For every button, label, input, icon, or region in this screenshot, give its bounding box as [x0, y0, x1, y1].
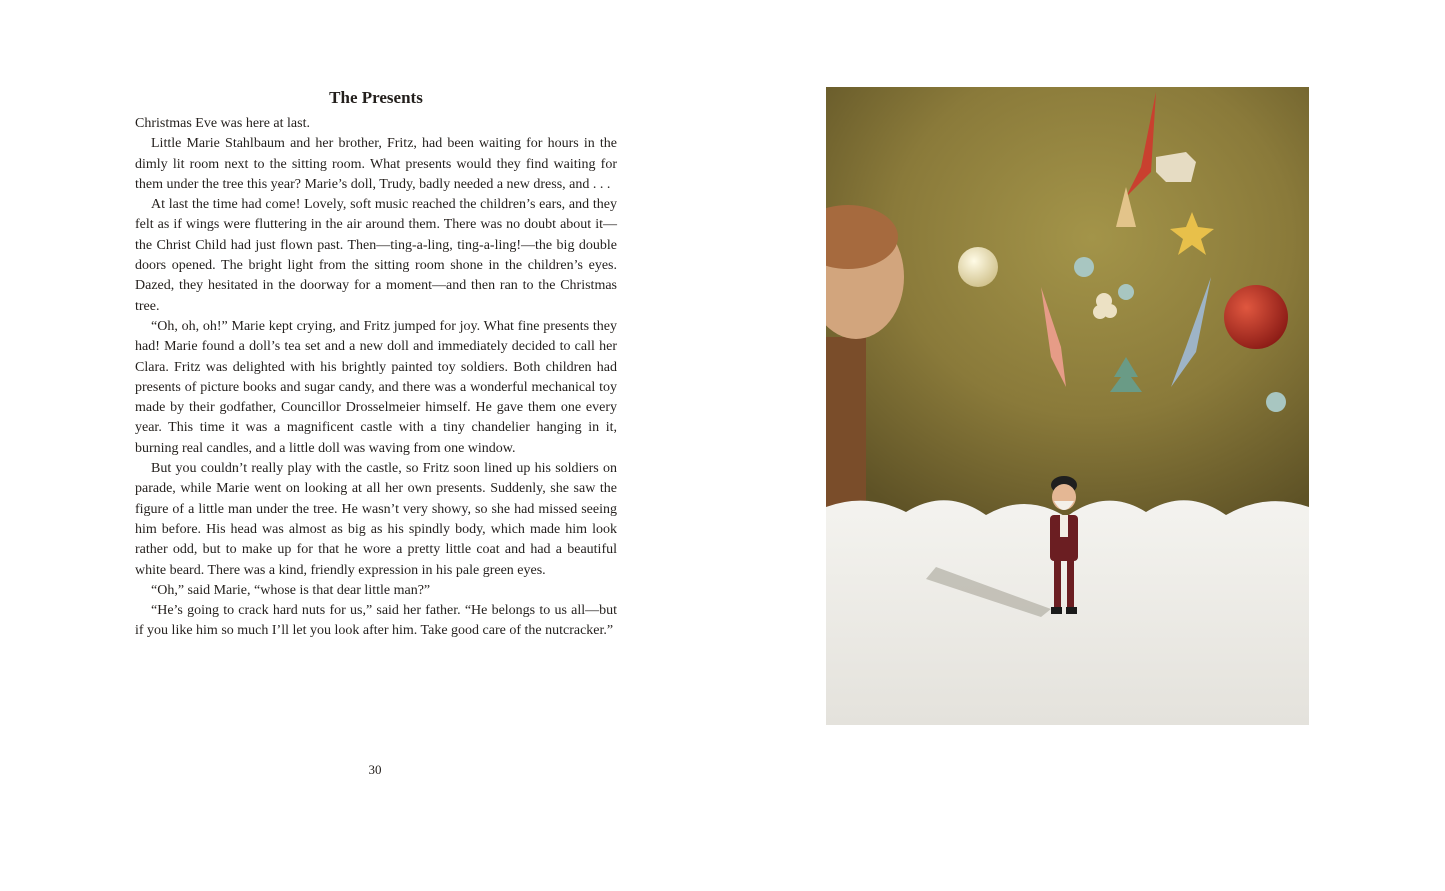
chapter-title: The Presents [329, 88, 423, 107]
paragraph: “Oh, oh, oh!” Marie kept crying, and Fritz jumped for joy. What fine presents they had! Marie found a doll’s tea set and a new doll and immediately decided to call her Clara. Fritz was delighted with his brightly painted toy soldiers. Both children had presents of picture books and sugar candy, and there was a wonderful mechanical toy made by their godfather, Councillor Drosselmeier himself. He gave them one every year. This time it was a magnificent castle with a tiny chandelier hanging in it, burning real candles, and a little doll was waving from one window. [135, 318, 617, 456]
horse-ornament [1156, 152, 1196, 182]
glass-bead-ornament [1074, 257, 1094, 277]
paragraph: Little Marie Stahlbaum and her brother, Fritz, had been waiting for hours in the dimly lit room next to the sitting room. What presents would they find waiting for them under the tree this year? Marie’s doll, Trudy, badly needed a new dress, and . . . [135, 136, 617, 192]
paragraph: “He’s going to crack hard nuts for us,” said her father. “He belongs to us all—but if you like him so much I’ll let you look after him. Take good care of the nutcracker.” [135, 603, 617, 639]
glass-bead-ornament [1266, 392, 1286, 412]
nutcracker-leg [1054, 561, 1061, 611]
pearl-ornament [958, 247, 998, 287]
red-apple-ornament [1224, 285, 1288, 349]
text-page [135, 86, 617, 642]
story-text [135, 114, 617, 642]
nutcracker-shirt [1060, 515, 1068, 537]
paragraph: Christmas Eve was here at last. [135, 116, 310, 131]
grape-ornament [1093, 305, 1107, 319]
nutcracker-leg [1067, 561, 1074, 611]
nutcracker-boot [1066, 607, 1077, 614]
glass-bead-ornament [1118, 284, 1134, 300]
nutcracker-illustration [826, 87, 1309, 725]
paragraph: “Oh,” said Marie, “whose is that dear little man?” [151, 582, 431, 598]
page-number: 30 [368, 762, 382, 777]
nutcracker-boot [1051, 607, 1062, 614]
paragraph: At last the time had come! Lovely, soft music reached the children’s ears, and they felt as if wings were fluttering in the air around them. There was no doubt about it—the Christ Child had just flown past. Then—ting-a-ling, ting-a-ling!—the big double doors opened. The bright light from the sitting room shone in the children’s eyes. Dazed, they hesitated in the doorway for a moment—and then ran to the Christmas tree. [135, 197, 617, 314]
paragraph: But you couldn’t really play with the castle, so Fritz soon lined up his soldiers on parade, while Marie went on looking at all her own presents. Suddenly, she saw the figure of a little man under the tree. He wasn’t very showy, so she had missed seeing him before. His head was almost as big as his spindly body, which made him look rather odd, but to make up for that he wore a pretty little coat and had a beautiful white beard. There was a kind, friendly expression in his pale green eyes. [135, 461, 617, 578]
